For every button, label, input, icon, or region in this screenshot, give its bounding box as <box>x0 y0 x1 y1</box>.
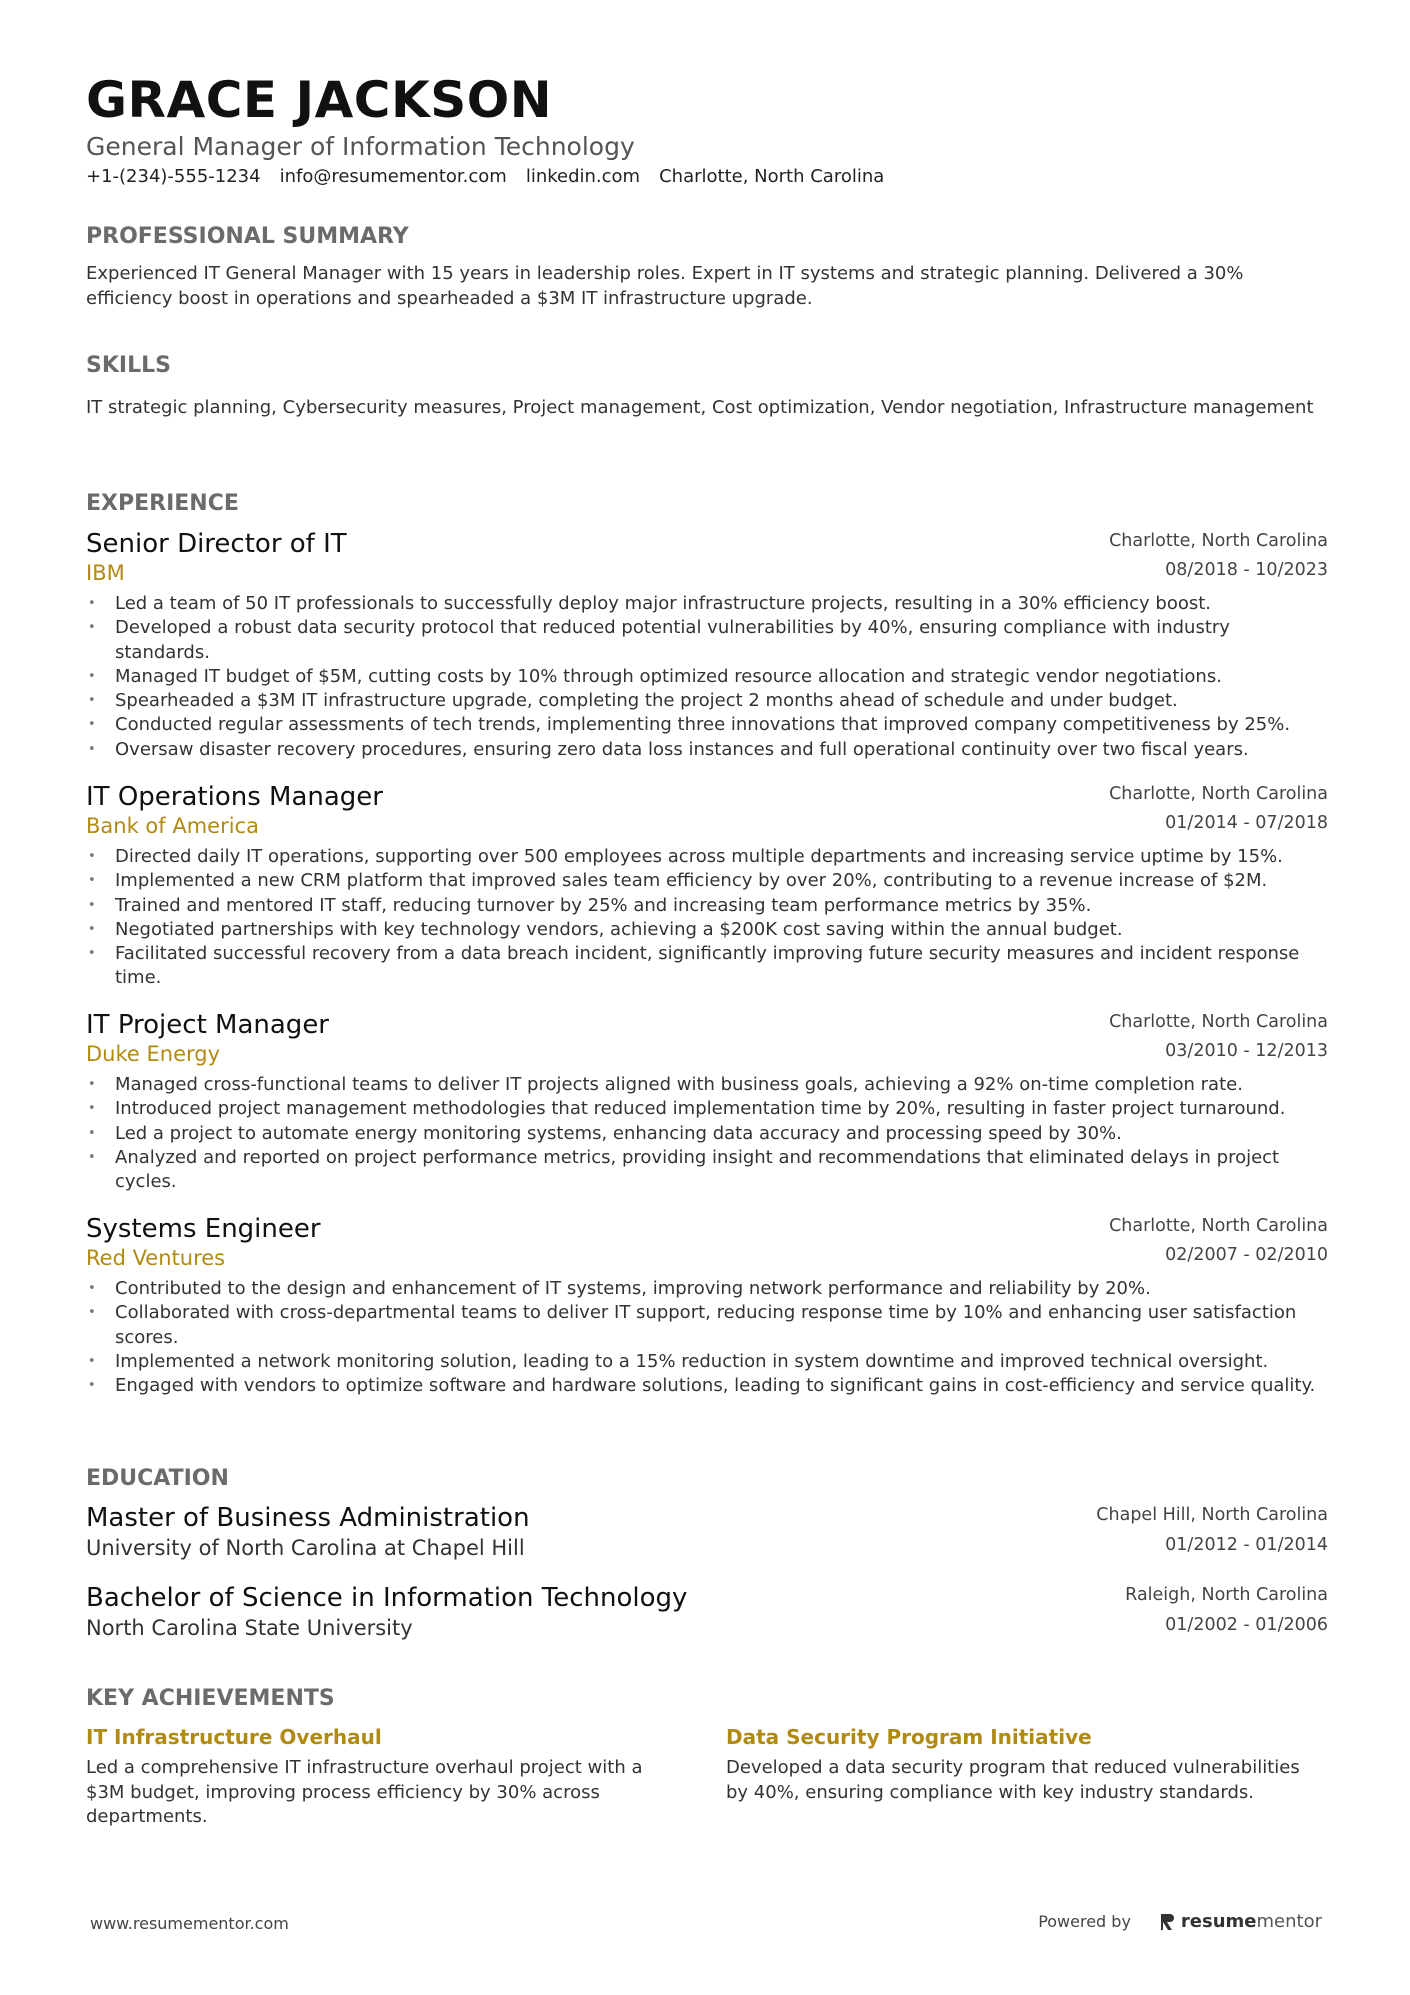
powered-by-label: Powered by <box>1038 1912 1131 1931</box>
achievements-heading: KEY ACHIEVEMENTS <box>86 1686 335 1711</box>
brand-logo-link[interactable] <box>1159 1911 1322 1933</box>
brand-name-light: mentor <box>1256 1911 1322 1932</box>
contact-line <box>86 165 884 189</box>
skills-text: IT strategic planning, Cybersecurity measures, Project management, Cost optimization, Vendor negotiation, Infrastructure management <box>86 397 1314 418</box>
achievement-text: Led a comprehensive IT infrastructure overhaul project with a $3M budget, improving process efficiency by 30% across departments. <box>86 1757 643 1827</box>
school-location: Chapel Hill, North Carolina <box>1096 1505 1328 1525</box>
candidate-name: GRACE JACKSON <box>86 71 553 129</box>
job-title: IT Project Manager <box>86 1010 330 1040</box>
job-bullet: • Collaborated with cross-departmental teams to deliver IT support, reducing response time by 10% and enhancing user satisfaction scores. <box>86 1301 1328 1350</box>
resumementor-logo-icon <box>1159 1913 1175 1931</box>
experience-heading: EXPERIENCE <box>86 491 239 516</box>
job-company: Bank of America <box>86 814 259 838</box>
job-location: Charlotte, North Carolina <box>1109 784 1328 804</box>
job-bullet: • Introduced project management methodologies that reduced implementation time by 20%, resulting in faster project turnaround. <box>86 1097 1328 1121</box>
job-bullet: • Implemented a network monitoring solution, leading to a 15% reduction in system downtime and improved technical oversight. <box>86 1350 1328 1374</box>
job-bullet: • Oversaw disaster recovery procedures, ensuring zero data loss instances and full operational continuity over two fiscal years. <box>86 738 1328 762</box>
job-bullet: • Led a team of 50 IT professionals to successfully deploy major infrastructure projects, resulting in a 30% efficiency boost. <box>86 592 1328 616</box>
job-title: Systems Engineer <box>86 1214 321 1244</box>
job-company: IBM <box>86 561 125 585</box>
resume-page <box>86 0 1328 1995</box>
degree-title: Bachelor of Science in Information Technology <box>86 1583 688 1613</box>
summary-text: Experienced IT General Manager with 15 years in leadership roles. Expert in IT systems and strategic planning. Delivered a 30% efficiency boost in operations and spearheaded a $3M IT infrastructure upgrade. <box>86 263 1244 309</box>
job-dates: 08/2018 - 10/2023 <box>1165 560 1328 580</box>
job-bullet: • Conducted regular assessments of tech trends, implementing three innovations that improved company competitiveness by 25%. <box>86 713 1328 737</box>
job-dates: 03/2010 - 12/2013 <box>1165 1041 1328 1061</box>
education-dates: 01/2012 - 01/2014 <box>1165 1535 1328 1555</box>
job-location: Charlotte, North Carolina <box>1109 1216 1328 1236</box>
job-location: Charlotte, North Carolina <box>1109 531 1328 551</box>
job-bullet: • Managed cross-functional teams to deliver IT projects aligned with business goals, achieving a 92% on-time completion rate. <box>86 1073 1328 1097</box>
job-dates: 01/2014 - 07/2018 <box>1165 813 1328 833</box>
job-bullet: • Contributed to the design and enhancement of IT systems, improving network performance and reliability by 20%. <box>86 1277 1328 1301</box>
achievement-card <box>86 1724 676 1830</box>
footer-branding <box>1038 1911 1322 1933</box>
job-bullet: • Analyzed and reported on project performance metrics, providing insight and recommendations that eliminated delays in project cycles. <box>86 1146 1328 1195</box>
job-bullet: • Developed a robust data security protocol that reduced potential vulnerabilities by 40%, ensuring compliance with industry standards. <box>86 616 1328 665</box>
summary-heading: PROFESSIONAL SUMMARY <box>86 224 409 249</box>
school-name: University of North Carolina at Chapel Hill <box>86 1536 525 1560</box>
job-company: Duke Energy <box>86 1042 221 1066</box>
contact-location: Charlotte, North Carolina <box>659 166 885 187</box>
job-bullets <box>86 1073 1328 1194</box>
contact-email[interactable]: info@resumementor.com <box>279 166 507 187</box>
job-dates: 02/2007 - 02/2010 <box>1165 1245 1328 1265</box>
job-title: IT Operations Manager <box>86 782 383 812</box>
degree-title: Master of Business Administration <box>86 1503 530 1533</box>
job-bullet: • Spearheaded a $3M IT infrastructure upgrade, completing the project 2 months ahead of schedule and under budget. <box>86 689 1328 713</box>
job-bullets <box>86 1277 1328 1398</box>
job-bullet: • Led a project to automate energy monitoring systems, enhancing data accuracy and processing speed by 30%. <box>86 1122 1328 1146</box>
achievement-card <box>726 1724 1316 1805</box>
job-bullet: • Facilitated successful recovery from a data breach incident, significantly improving future security measures and incident response time. <box>86 942 1328 991</box>
job-bullet: • Directed daily IT operations, supporting over 500 employees across multiple departments and increasing service uptime by 15%. <box>86 845 1328 869</box>
job-bullets <box>86 592 1328 762</box>
job-bullet: • Engaged with vendors to optimize software and hardware solutions, leading to significant gains in cost-efficiency and service quality. <box>86 1374 1328 1398</box>
education-dates: 01/2002 - 01/2006 <box>1165 1615 1328 1635</box>
contact-phone: +1-(234)-555-1234 <box>86 166 261 187</box>
job-bullet: • Negotiated partnerships with key technology vendors, achieving a $200K cost saving within the annual budget. <box>86 918 1328 942</box>
achievement-title: Data Security Program Initiative <box>726 1725 1092 1749</box>
achievement-title: IT Infrastructure Overhaul <box>86 1725 382 1749</box>
skills-heading: SKILLS <box>86 353 171 378</box>
job-title: Senior Director of IT <box>86 529 347 559</box>
education-heading: EDUCATION <box>86 1466 229 1491</box>
school-name: North Carolina State University <box>86 1616 413 1640</box>
brand-name-bold: resume <box>1180 1911 1257 1932</box>
job-company: Red Ventures <box>86 1246 226 1270</box>
contact-linkedin[interactable]: linkedin.com <box>525 166 641 187</box>
achievement-text: Developed a data security program that reduced vulnerabilities by 40%, ensuring compliance with key industry standards. <box>726 1757 1300 1803</box>
candidate-title: General Manager of Information Technology <box>86 132 635 161</box>
job-bullet: • Implemented a new CRM platform that improved sales team efficiency by over 20%, contributing to a revenue increase of $2M. <box>86 869 1328 893</box>
footer-website[interactable]: www.resumementor.com <box>90 1914 289 1933</box>
job-bullet: • Managed IT budget of $5M, cutting costs by 10% through optimized resource allocation and strategic vendor negotiations. <box>86 665 1328 689</box>
job-bullet: • Trained and mentored IT staff, reducing turnover by 25% and increasing team performance metrics by 35%. <box>86 894 1328 918</box>
school-location: Raleigh, North Carolina <box>1125 1585 1328 1605</box>
job-bullets <box>86 845 1328 991</box>
job-location: Charlotte, North Carolina <box>1109 1012 1328 1032</box>
